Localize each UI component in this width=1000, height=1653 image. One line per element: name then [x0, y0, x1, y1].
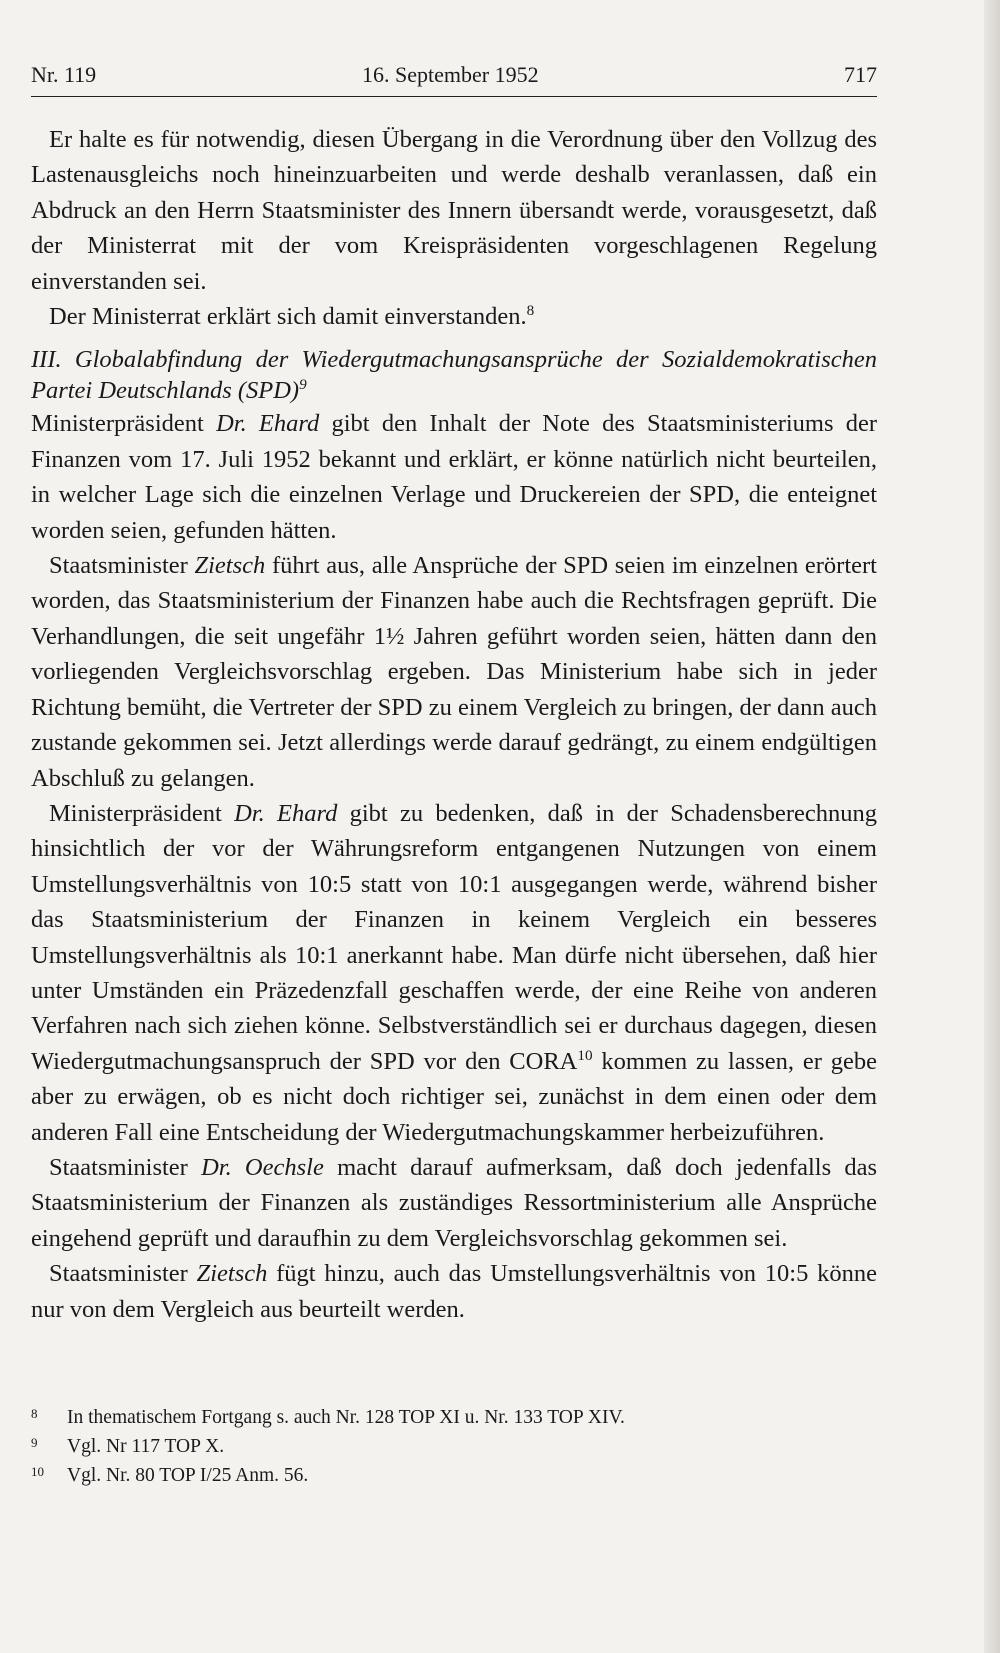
paragraph: [31, 406, 877, 548]
paragraph-text: kommen zu lassen, er gebe aber zu erwägen, ob es nicht doch richtiger sei, zunächst in dem einen oder dem anderen Fall eine Entscheidung der Wiedergutmachungskammer herbeizuführen.: [31, 1047, 877, 1146]
footnote-ref: 9: [299, 376, 307, 394]
footnote-text: In thematischem Fortgang s. auch Nr. 128 TOP XI u. Nr. 133 TOP XIV.: [67, 1407, 625, 1428]
speaker-title: Staatsminister: [49, 1153, 202, 1181]
speaker-title: Staatsminister: [49, 1260, 197, 1288]
paragraph-text: Der Ministerrat erklärt sich damit einverstanden.: [49, 303, 527, 331]
footnote-number: 8: [31, 1406, 38, 1421]
paragraph: [31, 796, 877, 1150]
speaker-title: Ministerpräsident: [31, 410, 217, 438]
footnote-ref: 8: [526, 301, 535, 319]
header-date: 16. September 1952: [362, 62, 539, 87]
speaker-name: Dr. Ehard: [216, 410, 320, 438]
section-heading-text: III. Globalabfindung der Wiedergutmachungsansprüche der Sozialdemokratischen Partei Deutschlands (SPD): [31, 346, 877, 405]
footnote-ref: 10: [577, 1046, 593, 1064]
paragraph-text: gibt zu bedenken, daß in der Schadensberechnung hinsichtlich der vor der Währungsreform entgangenen Nutzungen von einem Umstellungsverhältnis von 10:5 statt von 10:1 ausgegangen werde, während bisher das Staatsministerium der Finanzen in keinem Vergleich ein besseres Umstellungsverhältnis als 10:1 anerkannt habe. Man dürfe nicht übersehen, daß hier unter Umständen ein Präzedenzfall geschaffen werde, der eine Reihe von anderen Verfahren nach sich ziehen könne. Selbstverständlich sei er durchaus dagegen, diesen Wiedergutmachungsanspruch der SPD vor den CORA: [31, 799, 878, 1075]
paragraph-text: macht darauf aufmerksam, daß doch jedenfalls das Staatsministerium der Finanzen als zuständiges Ressortministerium alle Ansprüche eingehend geprüft und daraufhin zu dem Vergleichsvorschlag gekommen sei.: [31, 1153, 877, 1252]
body-text: [31, 122, 877, 1327]
speaker-name: Dr. Ehard: [234, 799, 338, 827]
paragraph-text: gibt den Inhalt der Note des Staatsministeriums der Finanzen vom 17. Juli 1952 bekannt und erklärt, er könne natürlich nicht beurteilen, in welcher Lage sich die einzelnen Verlage und Druckereien der SPD, die enteignet worden seien, gefunden hätten.: [31, 410, 878, 544]
running-header: [31, 62, 877, 98]
footnote-number: 10: [31, 1464, 44, 1479]
footnote: [31, 1461, 877, 1490]
document-number: Nr. 119: [31, 62, 97, 87]
paragraph-text: führt aus, alle Ansprüche der SPD seien im einzelnen erörtert worden, das Staatsministerium der Finanzen habe auch die Rechtsfragen geprüft. Die Verhandlungen, die seit ungefähr 1½ Jahren geführt worden seien, hätten dann den vorliegenden Vergleichsvorschlag ergeben. Das Ministerium habe sich in jeder Richtung bemüht, die Vertreter der SPD zu einem Vergleich zu bringen, der dann auch zustande gekommen sei. Jetzt allerdings werde darauf gedrängt, zu einem endgültigen Abschluß zu gelangen.: [31, 552, 877, 792]
paragraph: [31, 1150, 877, 1256]
footnotes: [31, 1403, 877, 1490]
speaker-title: Staatsminister: [49, 552, 195, 580]
header-rule: [31, 96, 877, 97]
paragraph: [31, 122, 877, 299]
speaker-name: Zietsch: [194, 552, 266, 580]
paragraph: [31, 1256, 877, 1327]
paragraph: [31, 548, 877, 796]
footnote-text: Vgl. Nr. 80 TOP I/25 Anm. 56.: [67, 1465, 309, 1486]
section-heading: [31, 344, 877, 406]
page-number: 717: [844, 62, 877, 87]
paragraph-text: fügt hinzu, auch das Umstellungsverhältnis von 10:5 könne nur von dem Vergleich aus beurteilt werden.: [31, 1260, 877, 1323]
speaker-name: Dr. Oechsle: [201, 1153, 324, 1181]
paragraph-text: Er halte es für notwendig, diesen Übergang in die Verordnung über den Vollzug des Lastenausgleichs noch hineinzuarbeiten und werde deshalb veranlassen, daß ein Abdruck an den Herrn Staatsminister des Innern übersandt werde, vorausgesetzt, daß der Ministerrat mit der vom Kreispräsidenten vorgeschlagenen Regelung einverstanden sei.: [31, 126, 877, 295]
speaker-title: Ministerpräsident: [49, 799, 235, 827]
page-edge: [984, 0, 1000, 1653]
footnote-number: 9: [31, 1435, 38, 1450]
footnote: [31, 1432, 877, 1461]
speaker-name: Zietsch: [196, 1260, 268, 1288]
footnote-text: Vgl. Nr 117 TOP X.: [67, 1436, 225, 1457]
paragraph: [31, 299, 877, 334]
footnote: [31, 1403, 877, 1432]
